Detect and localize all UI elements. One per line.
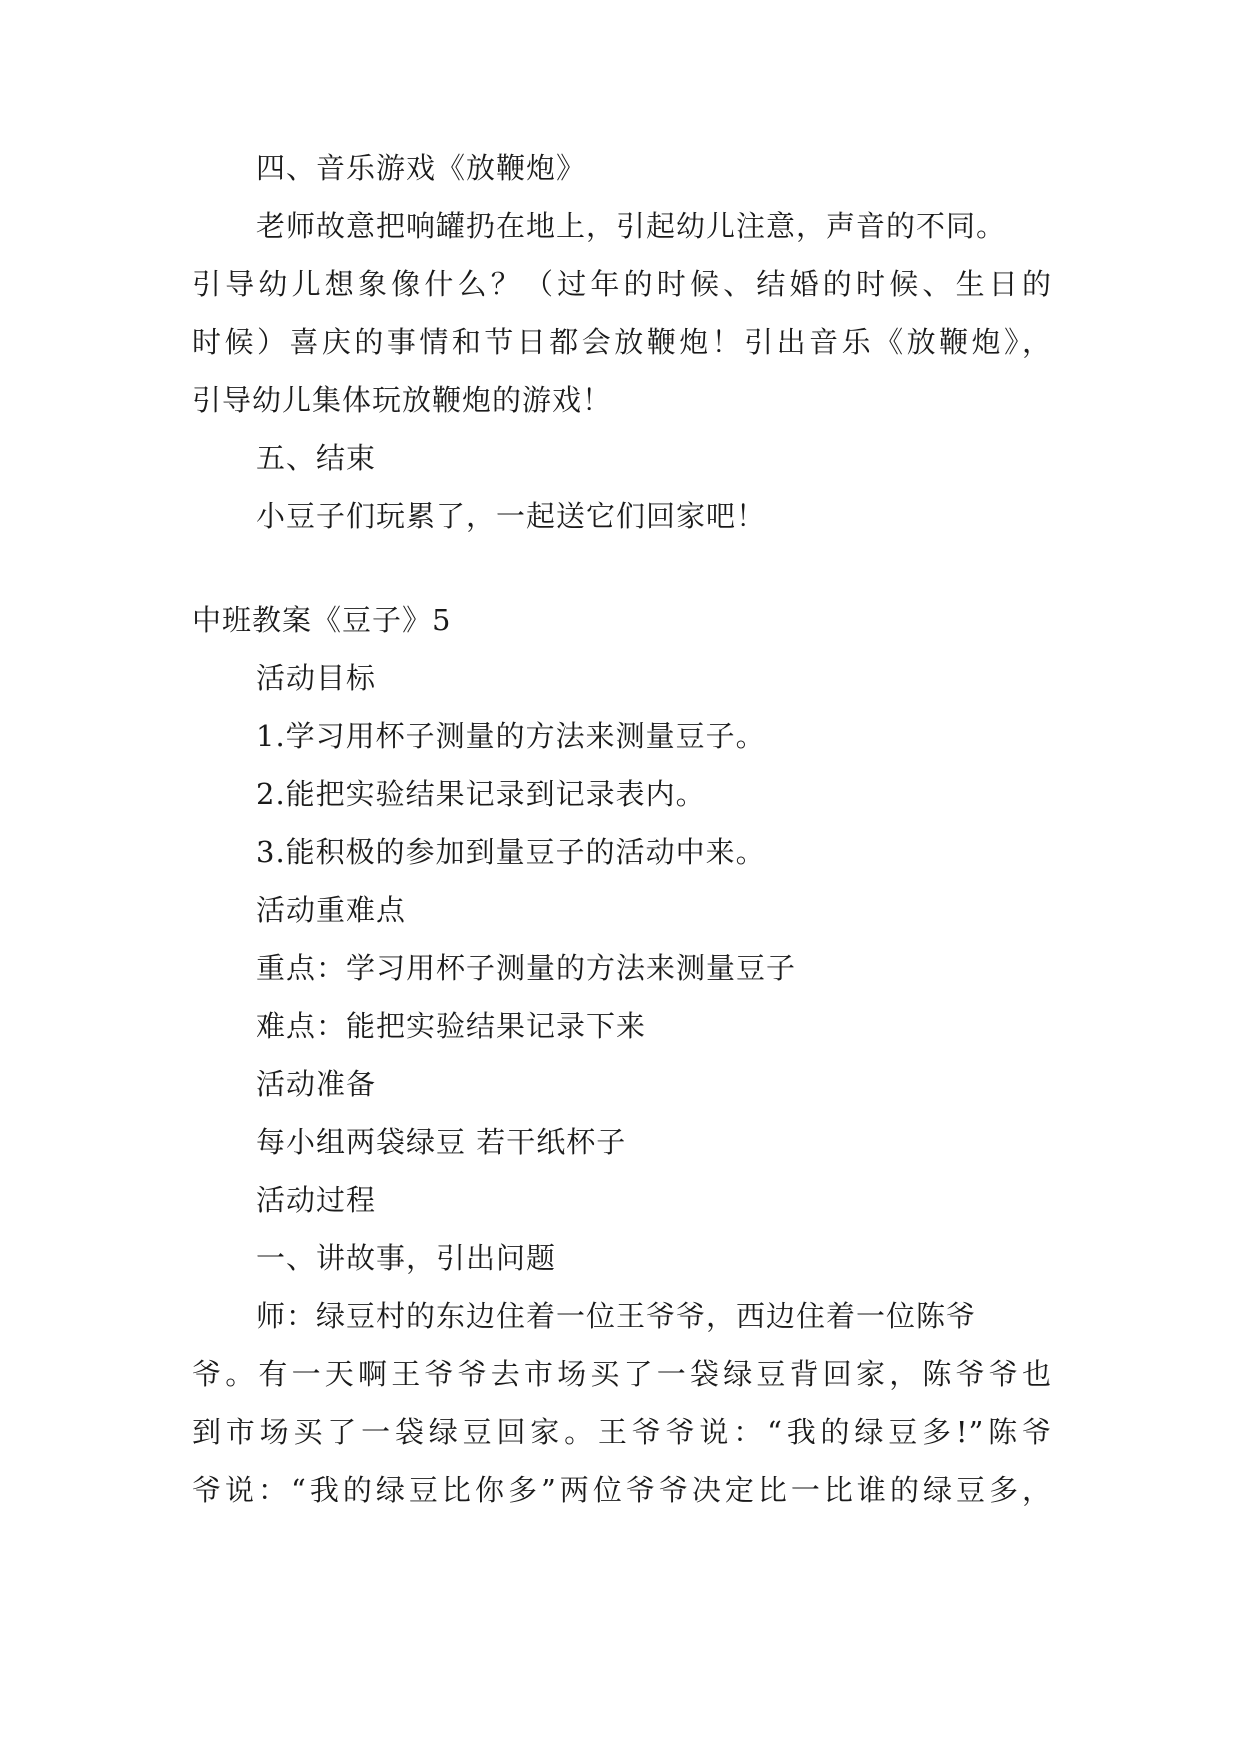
- step-1-heading: 一、讲故事，引出问题: [256, 1241, 557, 1275]
- goal-item: 1.学习用杯子测量的方法来测量豆子。: [256, 719, 766, 753]
- paragraph-line: 引导幼儿集体玩放鞭炮的游戏！: [192, 383, 613, 417]
- goal-item: 2.能把实验结果记录到记录表内。: [256, 777, 706, 811]
- paragraph-line: 老师故意把响罐扔在地上，引起幼儿注意，声音的不同。: [256, 209, 1007, 243]
- goal-item: 3.能积极的参加到量豆子的活动中来。: [256, 835, 766, 869]
- process-heading: 活动过程: [256, 1183, 377, 1217]
- section-4-heading: 四、音乐游戏《放鞭炮》: [256, 151, 587, 185]
- lesson-title: 中班教案《豆子》5: [192, 603, 452, 637]
- paragraph-line: 师：绿豆村的东边住着一位王爷爷，西边住着一位陈爷: [256, 1299, 977, 1333]
- prep-heading: 活动准备: [256, 1067, 377, 1101]
- paragraph-line: 引导幼儿想象像什么？（过年的时候、结婚的时候、生日的: [192, 267, 1052, 301]
- key-point-text: 重点：学习用杯子测量的方法来测量豆子: [256, 951, 797, 985]
- prep-text: 每小组两袋绿豆 若干纸杯子: [256, 1125, 627, 1159]
- paragraph-line: 时候）喜庆的事情和节日都会放鞭炮！引出音乐《放鞭炮》，: [192, 325, 1052, 359]
- section-5-heading: 五、结束: [256, 441, 377, 475]
- paragraph-line: 爷说：“我的绿豆比你多”两位爷爷决定比一比谁的绿豆多，: [192, 1473, 1052, 1507]
- key-points-heading: 活动重难点: [256, 893, 407, 927]
- paragraph-line: 到市场买了一袋绿豆回家。王爷爷说：“我的绿豆多!”陈爷: [192, 1415, 1052, 1449]
- goals-heading: 活动目标: [256, 661, 377, 695]
- difficulty-text: 难点：能把实验结果记录下来: [256, 1009, 647, 1043]
- paragraph-line: 爷。有一天啊王爷爷去市场买了一袋绿豆背回家，陈爷爷也: [192, 1357, 1052, 1391]
- paragraph-line: 小豆子们玩累了，一起送它们回家吧！: [256, 499, 767, 533]
